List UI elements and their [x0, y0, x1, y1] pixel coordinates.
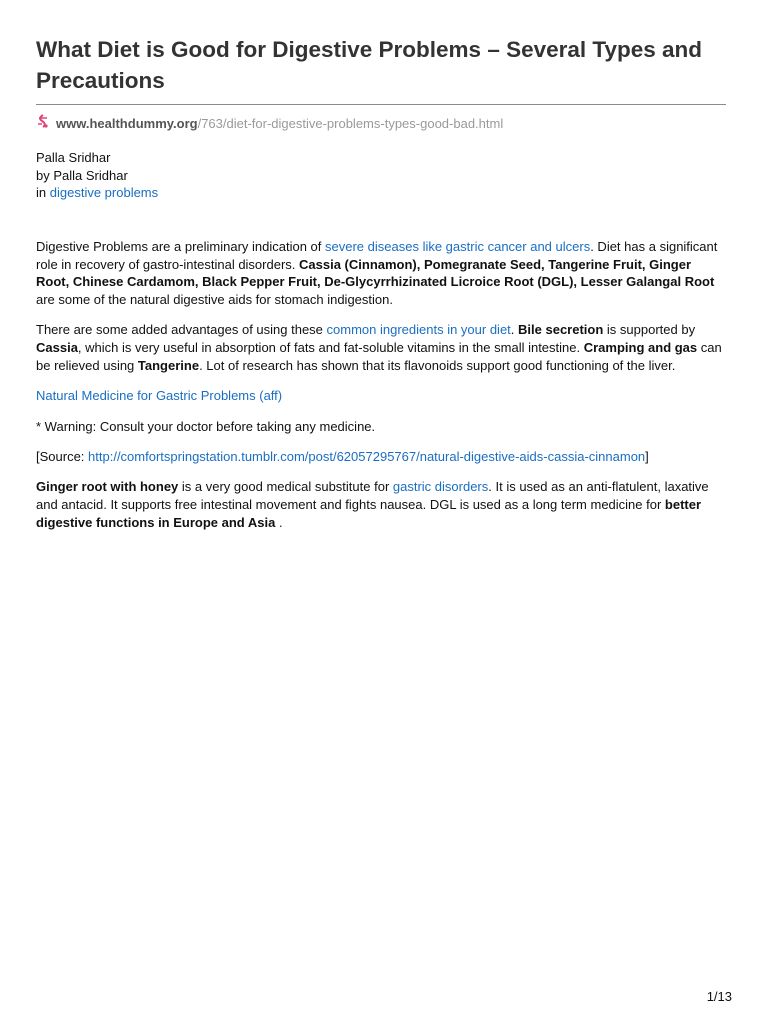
author-by-line: [36, 167, 726, 185]
natural-medicine-link[interactable]: Natural Medicine for Gastric Problems (aff): [36, 388, 283, 404]
page-counter: 1/13: [706, 989, 732, 1004]
source-path[interactable]: /763/diet-for-digestive-problems-types-good-bad.html: [197, 116, 504, 131]
ingredients-link[interactable]: common ingredients in your diet: [326, 322, 511, 338]
author-name: Palla Sridhar: [36, 150, 111, 165]
by-prefix: by: [36, 167, 50, 183]
paragraph-intro: Digestive Problems are a preliminary indication of severe diseases like gastric cancer and ulcers. Diet has a significant role in recovery of gastro-intestinal disorders. Cassia (Cinnamon), Pomegranate Seed, Tangerine Fruit, Ginger Root, Chinese Cardamom, Black Pepper Fruit, De-Glycyrrhizinated Licroice Root (DGL), Lesser Galangal Root are some of the natural digestive aids for stomach indigestion.: [36, 238, 718, 308]
paragraph-ginger: Ginger root with honey is a very good medical substitute for gastric disorders. It is used as an anti-flatulent, laxative and antacid. It supports free intestinal movement and fights nausea. DGL is used as a long term medicine for better digestive functions in Europe and Asia .: [36, 479, 709, 530]
digestive-aids-list: Cassia (Cinnamon), Pomegranate Seed, Tangerine Fruit, Ginger Root, Chinese Cardamom, Black Pepper Fruit, De-Glycyrrhizinated Licroice Root (DGL), Lesser Galangal Root: [36, 256, 715, 290]
category-line: [36, 184, 726, 202]
source-link[interactable]: http://comfortspringstation.tumblr.com/post/62057295767/natural-digestive-aids-cassia-cinnamon: [88, 448, 646, 464]
source-domain[interactable]: www.healthdummy.org: [56, 116, 198, 131]
paragraph-source: [Source: http://comfortspringstation.tumblr.com/post/62057295767/natural-digestive-aids-cassia-cinnamon]: [36, 448, 649, 464]
source-url[interactable]: [36, 114, 726, 134]
in-prefix: in: [36, 185, 47, 201]
paragraph-advantages: There are some added advantages of using these common ingredients in your diet. Bile secretion is supported by Cassia, which is very useful in absorption of fats and fat-soluble vitamins in the small intestine. Cramping and gas can be relieved using Tangerine. Lot of research has shown that its flavonoids support good functioning of the liver.: [36, 322, 722, 374]
site-logo-icon: [36, 114, 56, 134]
diseases-link[interactable]: severe diseases like gastric cancer and ulcers: [325, 238, 591, 254]
by-name: Palla Sridhar: [53, 167, 128, 183]
byline: [36, 149, 726, 202]
paragraph-warning: * Warning: Consult your doctor before taking any medicine.: [36, 418, 376, 434]
article: [36, 34, 726, 544]
title-divider: [36, 104, 726, 105]
gastric-disorders-link[interactable]: gastric disorders: [392, 479, 489, 495]
category-link[interactable]: digestive problems: [49, 185, 159, 201]
article-body: [36, 238, 726, 532]
paragraph-aff-link: [36, 387, 726, 405]
page-title: What Diet is Good for Digestive Problems – Several Types and Precautions: [36, 37, 703, 93]
